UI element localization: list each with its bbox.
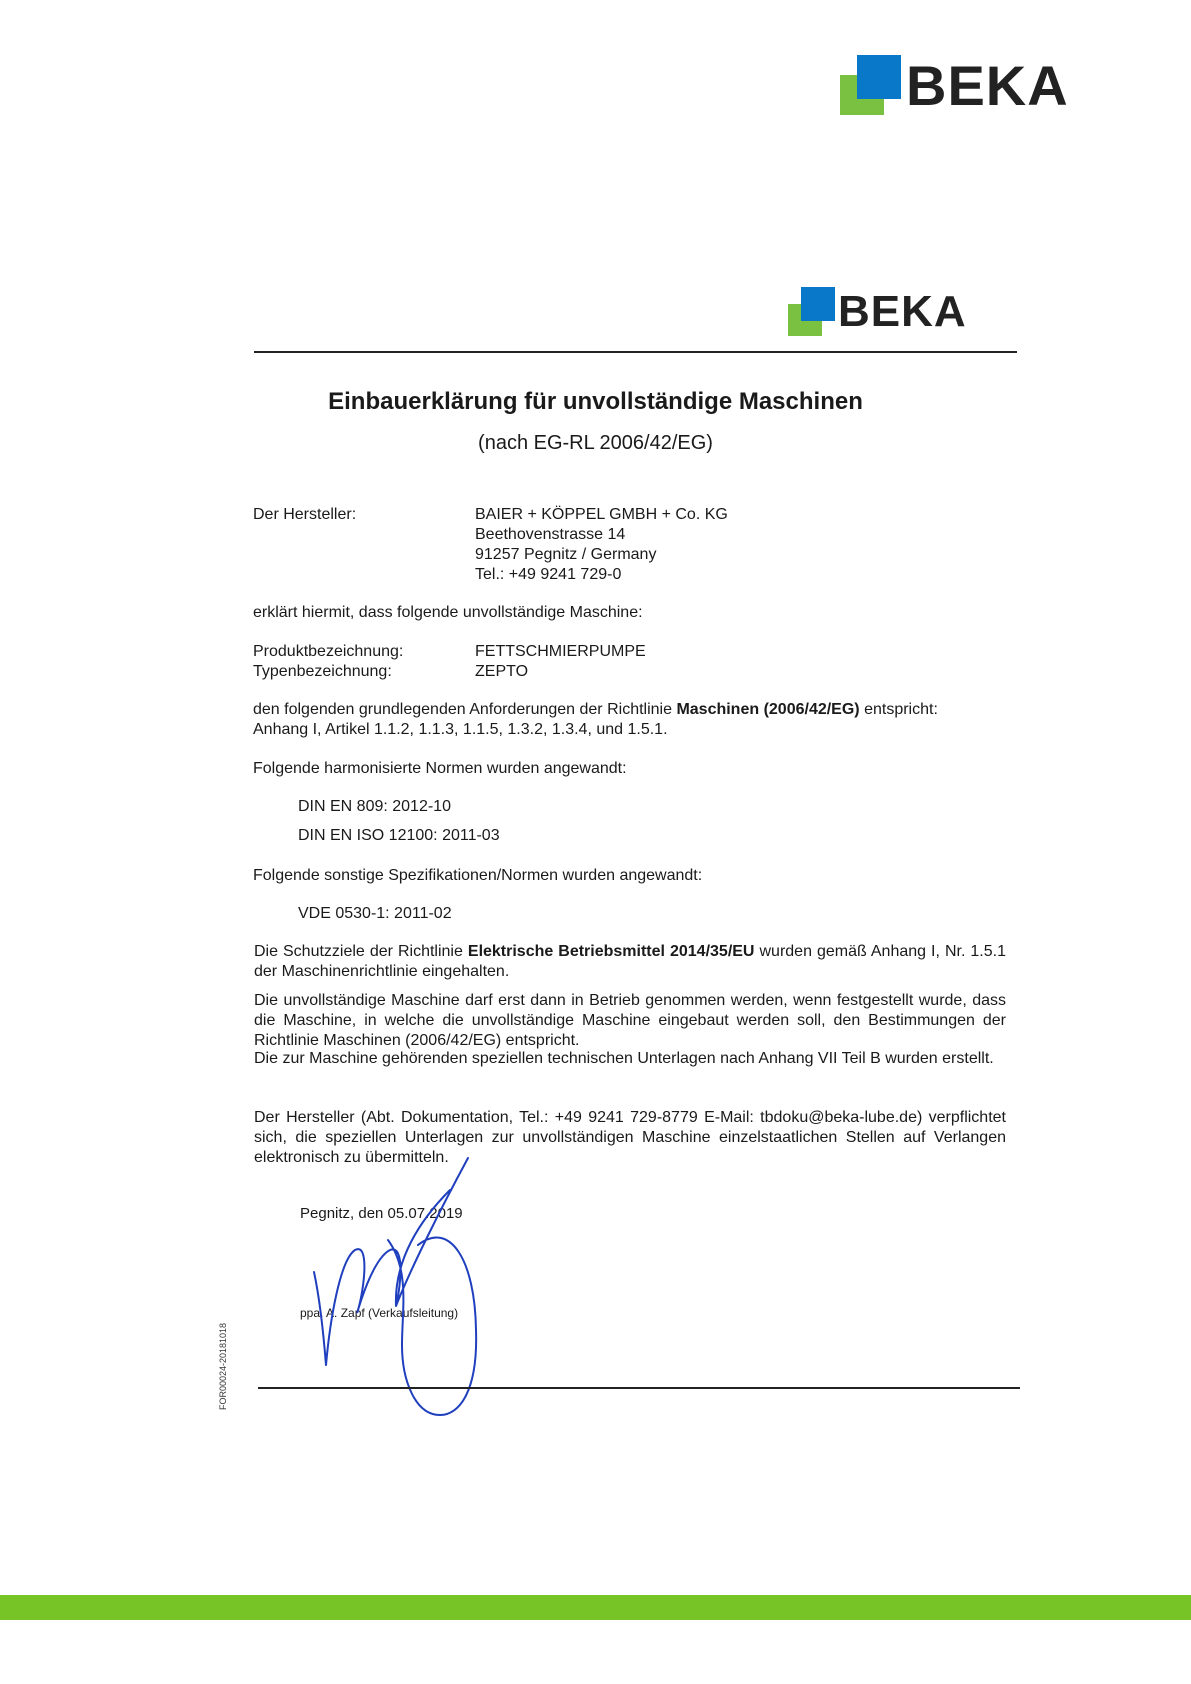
document-title: Einbauerklärung für unvollständige Maschinen (328, 388, 863, 415)
document-subtitle: (nach EG-RL 2006/42/EG) (478, 432, 713, 454)
form-code: FOR00024-20181018 (218, 1322, 228, 1410)
place-date: Pegnitz, den 05.07.2019 (300, 1205, 463, 1222)
address-line: Tel.: +49 9241 729-0 (475, 566, 622, 583)
protection-paragraph (254, 942, 1006, 982)
other-spec-item: VDE 0530-1: 2011-02 (298, 905, 452, 922)
signatory: ppa. A. Zapf (Verkaufsleitung) (300, 1306, 459, 1320)
logo-squares-icon (788, 287, 836, 337)
header-divider (254, 351, 1017, 353)
product-name-label: Produktbezeichnung: (253, 643, 404, 660)
requirements-articles: Anhang I, Artikel 1.1.2, 1.1.3, 1.1.5, 1.3.2, 1.3.4, und 1.5.1. (253, 721, 668, 738)
declaration-sentence: erklärt hiermit, dass folgende unvollständige Maschine: (253, 604, 643, 621)
manufacturer-label: Der Hersteller: (253, 506, 357, 523)
requirements-paragraph (253, 700, 1007, 740)
manufacturer-address (475, 505, 728, 585)
harmonized-standard: DIN EN 809: 2012-10 (298, 798, 451, 815)
document-logo (788, 287, 967, 337)
address-line: Beethovenstrasse 14 (475, 526, 626, 543)
protection-post: wurden gemäß Anhang I, Nr. 1.5.1 der Maschinenrichtlinie eingehalten. (254, 943, 1006, 980)
technical-docs-paragraph: Die zur Maschine gehörenden speziellen technischen Unterlagen nach Anhang VII Teil B wurden erstellt. (254, 1050, 994, 1067)
commissioning-paragraph: Die unvollständige Maschine darf erst dann in Betrieb genommen werden, wenn festgestellt wurde, dass die Maschine, in welche die unvollständige Maschine eingebaut werden soll, den Bestimmungen der Richtlinie Maschinen (2006/42/EG) entspricht. (254, 992, 1006, 1049)
harmonized-standard: DIN EN ISO 12100: 2011-03 (298, 827, 500, 844)
requirements-post: entspricht: (859, 701, 938, 718)
address-line: 91257 Pegnitz / Germany (475, 546, 657, 563)
other-specs-heading: Folgende sonstige Spezifikationen/Normen wurden angewandt: (253, 867, 703, 884)
harmonized-heading: Folgende harmonisierte Normen wurden angewandt: (253, 760, 627, 777)
footer-brand-bar (0, 1595, 1191, 1620)
document-logo-text: BEKA (838, 287, 967, 336)
product-name-value: FETTSCHMIERPUMPE (475, 643, 646, 660)
logo-squares-icon (840, 55, 904, 117)
requirements-pre: den folgenden grundlegenden Anforderungen der Richtlinie (253, 701, 677, 718)
address-line: BAIER + KÖPPEL GMBH + Co. KG (475, 506, 728, 523)
obligation-paragraph: Der Hersteller (Abt. Dokumentation, Tel.: +49 9241 729-8779 E-Mail: tbdoku@beka-lube.de) verpflichtet sich, die speziellen Unterlagen zur unvollständigen Maschine einzelstaatlichen Stellen auf Verlangen elektronisch zu übermitteln. (254, 1109, 1006, 1166)
requirements-directive: Maschinen (2006/42/EG) (676, 701, 860, 718)
header-logo (840, 55, 1069, 117)
header-logo-text: BEKA (906, 54, 1069, 117)
product-type-value: ZEPTO (475, 663, 529, 680)
handwritten-signature (300, 1150, 500, 1420)
protection-directive: Elektrische Betriebsmittel 2014/35/EU (467, 943, 755, 960)
signature-line (258, 1387, 1020, 1389)
product-type-label: Typenbezeichnung: (253, 663, 392, 680)
protection-pre: Die Schutzziele der Richtlinie (254, 943, 468, 960)
